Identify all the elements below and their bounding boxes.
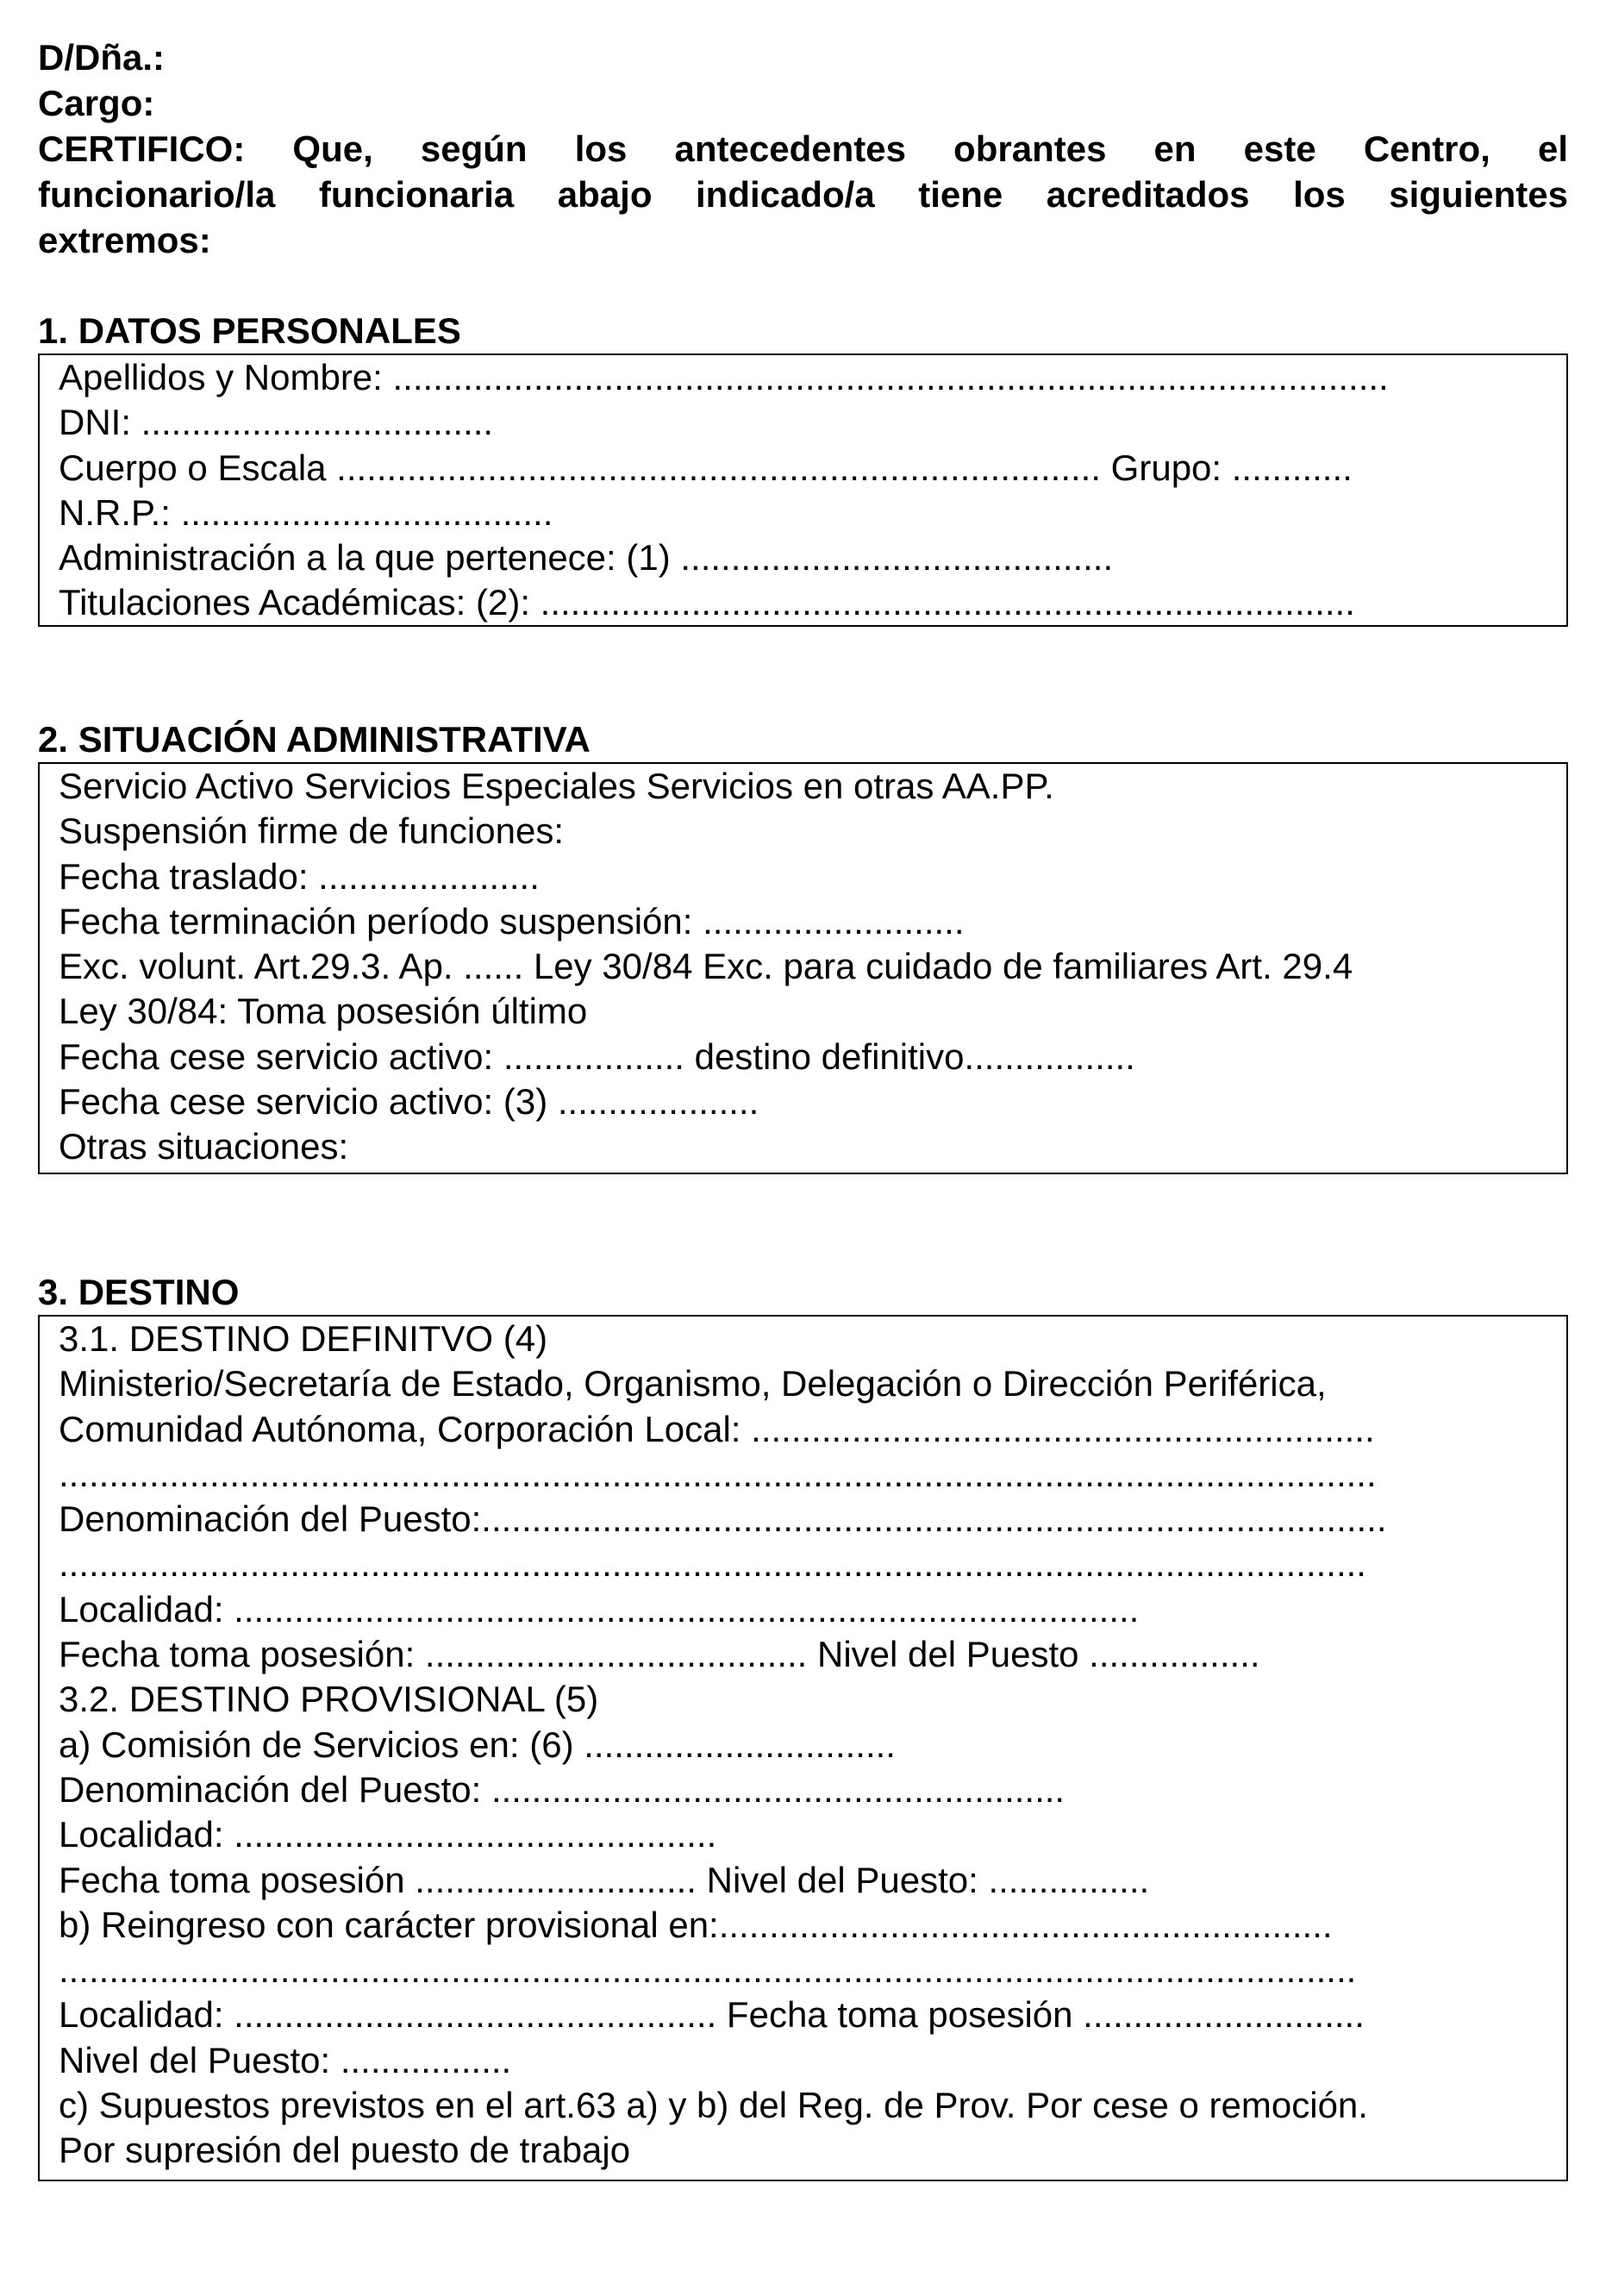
section-title-situacion-administrativa: 2. SITUACIÓN ADMINISTRATIVA (38, 719, 591, 760)
field-nrp: N.R.P.: ..................................... (59, 491, 553, 533)
situacion-line: Ley 30/84: Toma posesión último (59, 991, 588, 1032)
destino-line: 3.1. DESTINO DEFINITVO (4) (59, 1318, 548, 1359)
section-title-destino: 3. DESTINO (38, 1272, 240, 1312)
situacion-line: Fecha traslado: ...................... (59, 855, 540, 897)
field-titulaciones: Titulaciones Académicas: (2): ................................................................................. (59, 582, 1355, 623)
situacion-administrativa-box (38, 762, 1568, 1174)
destino-line: .................................................................................................................................. (59, 1543, 1366, 1585)
certifico-text-line-3: extremos: (38, 220, 211, 260)
destino-line: 3.2. DESTINO PROVISIONAL (5) (59, 1679, 599, 1720)
destino-line: Localidad: ................................................ (59, 1814, 717, 1855)
certificate-page (38, 34, 1568, 2181)
situacion-line: Fecha cese servicio activo: (3) .................... (59, 1081, 759, 1123)
situacion-line: Fecha cese servicio activo: .................. destino definitivo................. (59, 1035, 1135, 1077)
destino-line: ................................................................................................................................. (59, 1949, 1357, 1991)
certifico-text-line-2: funcionario/la funcionaria abajo indicado/a tiene acreditados los siguientes (38, 174, 1568, 215)
situacion-line: Suspensión firme de funciones: (59, 810, 565, 852)
field-cuerpo-escala-grupo: Cuerpo o Escala ............................................................................ Grupo: ............ (59, 447, 1353, 488)
section-title-datos-personales: 1. DATOS PERSONALES (38, 310, 461, 351)
destino-line: Localidad: .......................................................................................... (59, 1588, 1140, 1630)
certifico-text-line-1: CERTIFICO: Que, según los antecedentes obrantes en este Centro, el (38, 128, 1568, 169)
ddna-label: D/Dña.: (38, 37, 165, 78)
field-administracion: Administración a la que pertenece: (1) ........................................... (59, 537, 1114, 579)
field-apellidos-nombre: Apellidos y Nombre: ................................................................................................... (59, 357, 1389, 397)
situacion-line: Otras situaciones: (59, 1126, 349, 1167)
destino-box (38, 1315, 1568, 2181)
destino-line: c) Supuestos previstos en el art.63 a) y b) del Reg. de Prov. Por cese o remoción. (59, 2085, 1368, 2126)
destino-line: Fecha toma posesión: ...................................... Nivel del Puesto ................. (59, 1634, 1260, 1675)
destino-line: Localidad: ................................................ Fecha toma posesión ............................ (59, 1994, 1365, 2036)
situacion-line: Fecha terminación período suspensión: .......................... (59, 900, 965, 942)
situacion-line: Servicio Activo Servicios Especiales Servicios en otras AA.PP. (59, 766, 1054, 806)
destino-line: ................................................................................................................................... (59, 1453, 1377, 1494)
cargo-label: Cargo: (38, 83, 155, 123)
destino-line: Fecha toma posesión ............................ Nivel del Puesto: ................ (59, 1859, 1150, 1900)
destino-line: Comunidad Autónoma, Corporación Local: .............................................................. (59, 1408, 1375, 1449)
datos-personales-box (38, 353, 1568, 627)
destino-line: b) Reingreso con carácter provisional en:............................................................. (59, 1904, 1333, 1945)
destino-line: Nivel del Puesto: ................. (59, 2039, 512, 2080)
destino-line: Por supresión del puesto de trabajo (59, 2130, 631, 2171)
destino-line: Denominación del Puesto: ......................................................... (59, 1768, 1065, 1810)
destino-line: Denominación del Puesto:.......................................................................................... (59, 1498, 1387, 1540)
destino-line: Ministerio/Secretaría de Estado, Organismo, Delegación o Dirección Periférica, (59, 1363, 1327, 1405)
situacion-line: Exc. volunt. Art.29.3. Ap. ...... Ley 30/84 Exc. para cuidado de familiares Art. 29.4 (59, 946, 1353, 987)
destino-line: a) Comisión de Servicios en: (6) ............................... (59, 1724, 896, 1765)
field-dni: DNI: ................................... (59, 402, 494, 443)
